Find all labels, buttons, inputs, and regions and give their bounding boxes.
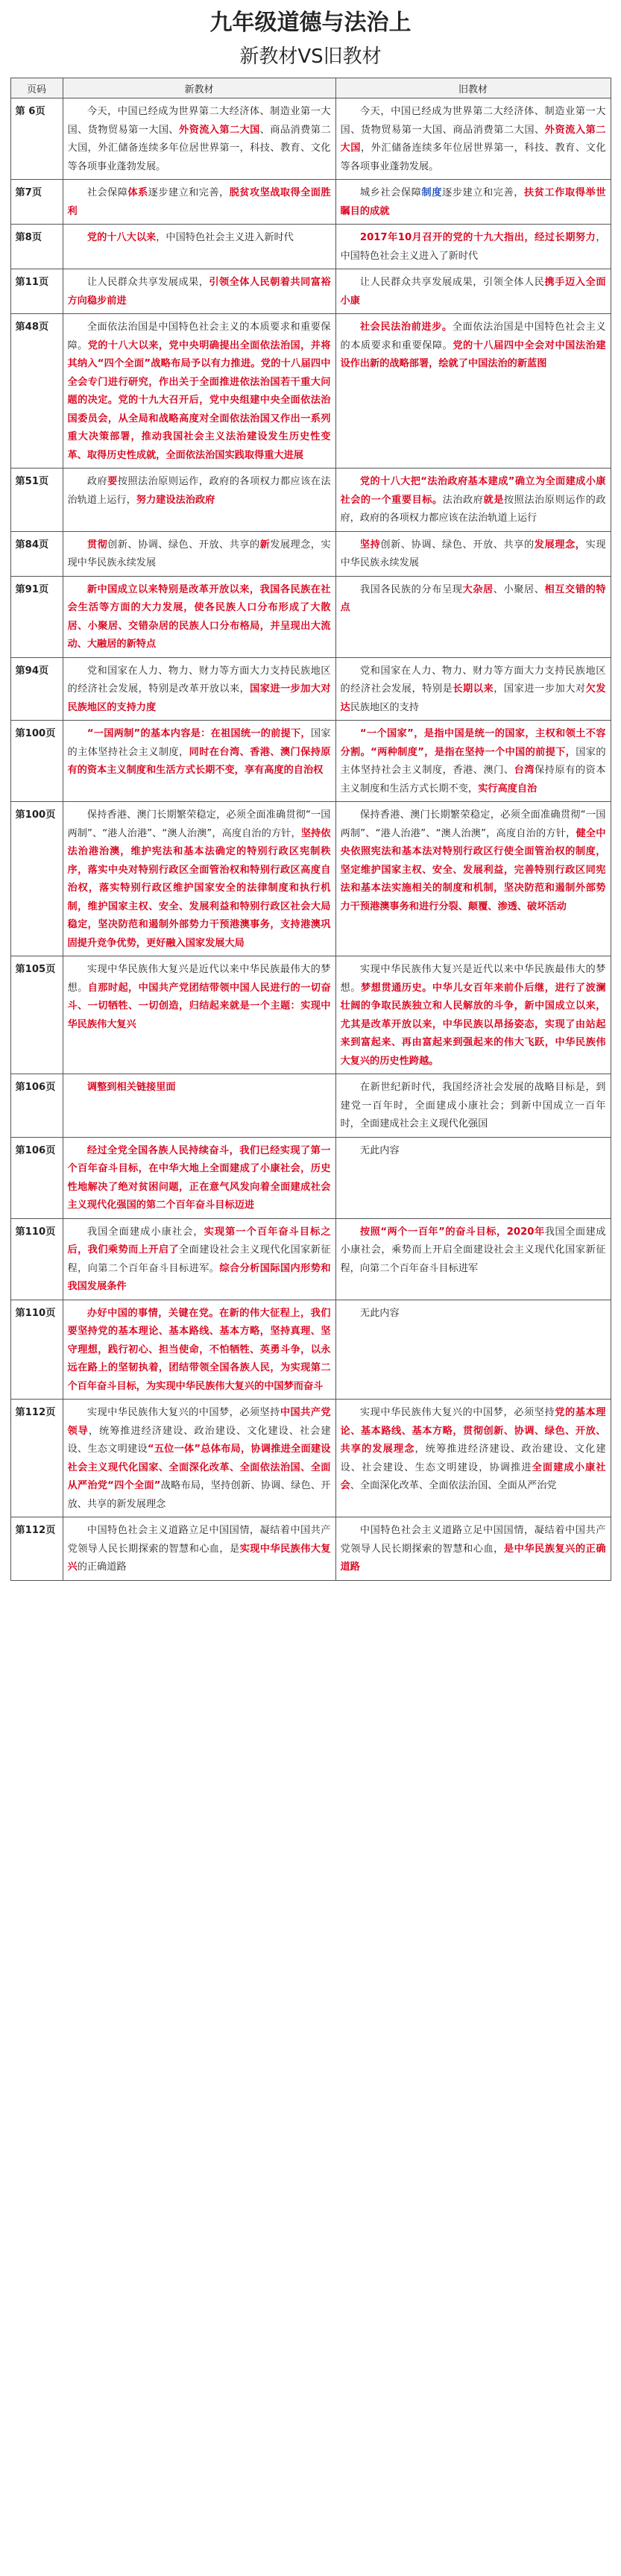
text-segment: 国家的主体坚持社会主义制度，: [67, 728, 331, 758]
new-textbook-cell: [63, 802, 335, 956]
highlighted-text: 贯彻: [86, 539, 108, 551]
text-segment: 今天，中国已经成为世界第二大经济体、制造业第一大国、货物贸易第一大国、: [67, 106, 331, 136]
highlighted-text: 努力建设法治政府: [136, 494, 215, 506]
old-textbook-cell: [335, 531, 611, 576]
highlighted-text: 体系: [127, 187, 148, 198]
old-textbook-cell: [335, 225, 611, 269]
cell-text: [341, 229, 606, 266]
highlighted-text: 新中国成立以来特别是改革开放以来，我国各民族在社会生活等方面的大力发展，使各民族人口分布形成了大散居、小聚居、交错杂居的民族人口分布格局，并呈现出大流动、大融居的新特点: [67, 583, 331, 650]
highlighted-text: 台湾: [514, 765, 535, 776]
highlighted-text: 脱贫攻坚战取得全面胜利: [67, 187, 331, 217]
cell-text: [341, 961, 606, 1071]
old-textbook-cell: [335, 576, 611, 657]
table-row: [10, 531, 611, 576]
old-textbook-cell: [335, 269, 611, 314]
old-textbook-cell: [335, 802, 611, 956]
highlighted-text: 长期以来: [453, 683, 494, 695]
text-segment: 发展理念，实现中华民族永续发展: [67, 539, 331, 568]
new-textbook-cell: [63, 269, 335, 314]
new-textbook-cell: [63, 314, 335, 468]
new-textbook-cell: [63, 721, 335, 802]
table-row: [10, 1517, 611, 1581]
text-segment: 国家的主体坚持社会主义制度，香港、澳门、: [340, 746, 606, 776]
new-textbook-cell: [63, 1218, 335, 1300]
highlighted-text: 实行高度自治: [478, 783, 538, 795]
cell-text: [341, 806, 606, 916]
cell-text: [68, 725, 331, 780]
text-segment: 城乡社会保障: [359, 187, 422, 198]
text-segment: 党和国家在人力、物力、财力等方面大力支持民族地区的经济社会发展，特别是改革开放以来，: [67, 665, 331, 695]
highlighted-text: 坚持依法治港治澳，维护宪法和基本法确定的特别行政区宪制秩序，落实中央对特别行政区全面管治权和特别行政区高度自治权，落实特别行政区维护国家安全的法律制度和执行机制，维护国家主权、安全、发展利益和特别行政区社会大局稳定，坚决防范和遏制外部势力干预港澳事务，支持港澳巩固提升竞争优势，更好融入国家发展大局: [67, 827, 331, 949]
cell-text: [68, 473, 331, 510]
text-segment: 让人民群众共享发展成果，: [86, 277, 209, 288]
page-title: 九年级道德与法治上: [209, 10, 412, 36]
text-segment: ，外汇储备连续多年位居世界第一，科技、教育、文化等各项事业蓬勃发展。: [340, 142, 606, 172]
cell-text: [68, 806, 331, 953]
highlighted-text: 经过全党全国各族人民持续奋斗，我们已经实现了第一个百年奋斗目标，在中华大地上全面建成了小康社会，历史性地解决了绝对贫困问题，正在意气风发向着全面建成社会主义现代化强国的第二个百年奋斗目标迈进: [67, 1144, 331, 1211]
header-new: 新教材: [63, 78, 335, 98]
comparison-table: [10, 78, 611, 1581]
highlighted-text: 坚持: [359, 539, 381, 551]
cell-text: [68, 319, 331, 465]
row-page-number: 第91页: [10, 576, 63, 657]
table-row: [10, 1218, 611, 1300]
text-segment: 全面依法治国是中国特色社会主义的本质要求和重要保障。: [67, 322, 331, 351]
highlighted-text: 携手迈入全面小康: [340, 277, 606, 307]
text-segment: ，中国特色社会主义进入了新时代: [340, 232, 606, 262]
text-segment: 无此内容: [359, 1307, 400, 1319]
old-textbook-cell: [335, 314, 611, 468]
highlighted-text: 党的基本理论、基本路线、基本方略，贯彻创新、协调、绿色、开放、共享的发展理念: [340, 1407, 606, 1455]
highlighted-text: 党的十八大以来，党中央明确提出全面依法治国，并将其纳入“四个全面”战略布局予以有力推进。党的十八届四中全会专门进行研究，作出关于全面推进依法治国若干重大问题的决定。党的十九大召开后，党中央组建中央全面依法治国委员会，从全局和战略高度对全面依法治国又作出一系列重大决策部署，推动我国社会主义法治建设发生历史性变革、取得历史性成就，全面依法治国实践取得重大进展: [67, 339, 331, 461]
cell-text: [341, 184, 606, 221]
cell-text: [68, 274, 331, 310]
text-segment: 创新、协调、绿色、开放、共享的: [107, 539, 260, 551]
highlighted-text: 新: [259, 539, 271, 551]
text-segment: ，国家进一步加大对: [494, 683, 586, 695]
text-segment: 中国特色社会主义道路立足中国国情，凝结着中国共产党领导人民长期探索的智慧和心血，: [340, 1525, 606, 1555]
row-page-number: 第51页: [10, 468, 63, 532]
highlighted-text: 梦想贯通历史。中华儿女百年来前仆后继，进行了波澜壮阔的争取民族独立和人民解放的斗争，新中国成立以来，尤其是改革开放以来，中华民族以昂扬姿态，实现了由站起来到富起来、再由富起来到强起来的伟大飞跃，中华民族伟大复兴的历史性跨越。: [340, 982, 606, 1067]
row-page-number: 第8页: [10, 225, 63, 269]
new-textbook-cell: [63, 180, 335, 225]
cell-text: [341, 1404, 606, 1496]
text-segment: 全面依法治国是中国特色社会主义的本质要求和重要保障。: [340, 322, 606, 351]
cell-text: [68, 581, 331, 654]
old-textbook-cell: [335, 1400, 611, 1517]
highlighted-text: 2017年10月召开的党的十九大指出，经过长期努力: [359, 232, 596, 243]
highlighted-text: “五位一体”总体布局，协调推进全面建设社会主义现代化国家、全面深化改革、全面依法治国、全面从严治党: [67, 1444, 331, 1491]
old-textbook-cell: [335, 956, 611, 1074]
row-page-number: 第84页: [10, 531, 63, 576]
cell-text: [341, 1142, 606, 1161]
highlighted-text: 外资流入第二大国: [179, 124, 260, 136]
highlighted-text: 中国共产党领导: [67, 1407, 331, 1437]
row-page-number: 第100页: [10, 802, 63, 956]
cell-text: [68, 1223, 331, 1297]
row-page-number: 第110页: [10, 1300, 63, 1400]
highlighted-text: 发展理念，: [534, 539, 586, 551]
table-row: [10, 98, 611, 180]
text-segment: 民族地区的支持: [350, 701, 419, 713]
text-segment: 逐步建立和完善，: [441, 187, 525, 198]
highlighted-text: 是中华民族复兴的正确道路: [340, 1543, 606, 1573]
row-page-number: 第106页: [10, 1137, 63, 1218]
table-row: [10, 225, 611, 269]
text-segment: 中国特色社会主义道路立足中国国情，凝结着中国共产党领导人民长期探索的智慧和心血，是: [67, 1525, 331, 1555]
old-textbook-cell: [335, 721, 611, 802]
highlighted-text: “一国两制”的基本内容是：在祖国统一的前提下，: [86, 728, 311, 739]
old-textbook-cell: [335, 1517, 611, 1581]
new-textbook-cell: [63, 1137, 335, 1218]
highlighted-text: 大杂居: [462, 583, 494, 595]
row-page-number: 第94页: [10, 657, 63, 721]
text-segment: 政府: [86, 476, 108, 487]
table-body: [10, 98, 611, 1581]
text-segment: 全面建设社会主义现代化国家新征程，向第二个百年奋斗目标进军。: [67, 1244, 331, 1274]
new-textbook-cell: [63, 1400, 335, 1517]
table-row: [10, 956, 611, 1074]
text-segment: 党和国家在人力、物力、财力等方面大力支持民族地区的经济社会发展，特别是: [340, 665, 606, 695]
text-segment: ，统筹推进经济建设、政治建设、文化建设、社会建设、生态文明建设: [67, 1425, 331, 1455]
page-subtitle: 新教材VS旧教材: [239, 46, 382, 68]
highlighted-text: 党的十八届四中全会对中国法治建设作出新的战略部署，绘就了中国法治的新蓝图: [340, 339, 606, 369]
cell-text: [341, 274, 606, 310]
highlighted-text: 同时在台湾、香港、澳门保持原有的资本主义制度和生活方式长期不变，享有高度的自治权: [67, 746, 331, 776]
old-textbook-cell: [335, 657, 611, 721]
text-segment: 实现中华民族伟大复兴的中国梦，必须坚持: [86, 1407, 280, 1418]
text-segment: 的正确道路: [77, 1561, 127, 1573]
highlighted-text: 按照“两个一百年”的奋斗目标，: [359, 1226, 507, 1238]
cell-text: [68, 1079, 331, 1097]
row-page-number: 第48页: [10, 314, 63, 468]
old-textbook-cell: [335, 1074, 611, 1138]
row-page-number: 第 6页: [10, 98, 63, 180]
highlighted-text: 党的十八大把“法治政府基本建成”确立为全面建成小康社会的一个重要目标。: [340, 476, 606, 506]
text-segment: ，统筹推进经济建设、政治建设、文化建设、社会建设、生态文明建设，协调推进: [340, 1444, 606, 1473]
text-segment: 按照法治原则运作，政府的各项权力都应该在法治轨道上运行，: [67, 476, 331, 506]
highlighted-text: 扶贫工作取得举世瞩目的成就: [340, 187, 606, 217]
highlighted-text: 2020年: [506, 1226, 545, 1238]
text-segment: 、小聚居、: [493, 583, 545, 595]
cell-text: [68, 961, 331, 1034]
highlighted-text: 社会民法治前进步。: [359, 322, 453, 333]
text-segment: 在新世纪新时代，我国经济社会发展的战略目标是，到建党一百年时，全面建成小康社会；到新中国成立一百年时，全面建成社会主义现代化强国: [340, 1082, 606, 1129]
highlighted-text: 调整到相关链接里面: [86, 1082, 176, 1093]
text-segment: 法治政府: [442, 494, 484, 506]
highlighted-text: 国家进一步加大对民族地区的支持力度: [67, 683, 331, 713]
highlighted-text: “四个全面”: [107, 1480, 161, 1491]
highlighted-text: 实现第一个百年奋斗目标之后，我们乘势而上开启了: [67, 1226, 331, 1256]
row-page-number: 第110页: [10, 1218, 63, 1300]
table-row: [10, 269, 611, 314]
cell-text: [68, 229, 331, 248]
highlighted-text: 要: [107, 476, 118, 487]
new-textbook-cell: [63, 98, 335, 180]
cell-text: [341, 103, 606, 176]
header-old: 旧教材: [335, 78, 611, 98]
row-page-number: 第112页: [10, 1517, 63, 1581]
table-row: [10, 314, 611, 468]
row-page-number: 第112页: [10, 1400, 63, 1517]
table-row: [10, 576, 611, 657]
table-header-row: [10, 78, 611, 98]
text-segment: 逐步建立和完善，: [148, 187, 230, 198]
cell-text: [68, 1142, 331, 1215]
highlighted-text: 党的十八大以来: [86, 232, 157, 243]
text-segment: 我国全面建成小康社会，乘势而上开启全面建设社会主义现代化国家新征程，向第二个百年奋斗目标进军: [340, 1226, 606, 1274]
text-segment: 按照法治原则运作的政府，政府的各项权力都应该在法治轨道上运行: [340, 494, 606, 524]
text-segment: 社会保障: [86, 187, 128, 198]
row-page-number: 第100页: [10, 721, 63, 802]
row-page-number: 第11页: [10, 269, 63, 314]
text-segment: 保持原有的资本主义制度和生活方式长期不变，: [340, 765, 606, 795]
text-segment: 实现中华民族伟大复兴是近代以来中华民族最伟大的梦想。: [67, 964, 331, 994]
cell-text: [68, 1404, 331, 1514]
row-page-number: 第105页: [10, 956, 63, 1074]
new-textbook-cell: [63, 468, 335, 532]
new-textbook-cell: [63, 956, 335, 1074]
new-textbook-cell: [63, 657, 335, 721]
table-row: [10, 802, 611, 956]
row-page-number: 第106页: [10, 1074, 63, 1138]
text-segment: 保持香港、澳门长期繁荣稳定，必须全面准确贯彻“一国两制”、“港人治港”、“澳人治澳”，高度自治的方针，: [67, 809, 331, 839]
cell-text: [341, 662, 606, 718]
cell-text: [341, 725, 606, 798]
table-row: [10, 1137, 611, 1218]
cell-text: [341, 473, 606, 528]
cell-text: [341, 319, 606, 374]
table-row: [10, 1074, 611, 1138]
cell-text: [341, 1223, 606, 1279]
table-row: [10, 721, 611, 802]
cell-text: [341, 1305, 606, 1323]
table-row: [10, 468, 611, 532]
highlighted-text: 自那时起，中国共产党团结带领中国人民进行的一切奋斗、一切牺牲、一切创造，归结起来就是一个主题：实现中华民族伟大复兴: [67, 982, 331, 1030]
text-segment: 无此内容: [359, 1144, 400, 1156]
row-page-number: 第7页: [10, 180, 63, 225]
text-segment: 、全面深化改革、全面依法治国、全面从严治党: [350, 1480, 557, 1491]
new-textbook-cell: [63, 576, 335, 657]
old-textbook-cell: [335, 1218, 611, 1300]
table-row: [10, 180, 611, 225]
table-row: [10, 1300, 611, 1400]
highlighted-text: 健全中央依照宪法和基本法对特别行政区行使全面管治权的制度，坚定维护国家主权、安全、发展利益，完善特别行政区同宪法和基本法实施相关的制度和机制，坚决防范和遏制外部势力干预港澳事务和进行分裂、颠覆、渗透、破坏活动: [340, 827, 606, 912]
header-page: 页码: [10, 78, 63, 98]
cell-text: [68, 1522, 331, 1577]
table-row: [10, 657, 611, 721]
highlighted-text: 相互交错的特点: [340, 583, 606, 613]
new-textbook-cell: [63, 1517, 335, 1581]
cell-text: [341, 1079, 606, 1134]
text-segment: 战略布局，坚持创新、协调、绿色、开放、共享的新发展理念: [67, 1480, 331, 1510]
cell-text: [68, 662, 331, 718]
old-textbook-cell: [335, 180, 611, 225]
cell-text: [341, 581, 606, 618]
cell-text: [68, 184, 331, 221]
old-textbook-cell: [335, 1137, 611, 1218]
highlighted-text: 全面建成小康社会: [340, 1461, 606, 1491]
highlighted-text: 引领全体人民朝着共同富裕方向稳步前进: [67, 277, 331, 307]
highlighted-text: 综合分析国际国内形势和我国发展条件: [67, 1262, 331, 1292]
text-segment: ，中国特色社会主义进入新时代: [156, 232, 294, 243]
old-textbook-cell: [335, 98, 611, 180]
cell-text: [68, 1305, 331, 1397]
text-segment: 实现中华民族伟大复兴是近代以来中华民族最伟大的梦想。: [340, 964, 606, 994]
highlighted-text: 外资流入第二大国: [340, 124, 606, 154]
old-textbook-cell: [335, 468, 611, 532]
new-textbook-cell: [63, 225, 335, 269]
old-textbook-cell: [335, 1300, 611, 1400]
text-segment: 今天，中国已经成为世界第二大经济体、制造业第一大国、货物贸易第一大国、商品消费第二大国、: [340, 106, 606, 136]
text-segment: 我国全面建成小康社会，: [86, 1226, 204, 1238]
text-segment: 实现中华民族伟大复兴的中国梦，必须坚持: [359, 1407, 555, 1418]
cell-text: [68, 536, 331, 573]
cell-text: [68, 103, 331, 176]
text-segment: 创新、协调、绿色、开放、共享的: [380, 539, 535, 551]
new-textbook-cell: [63, 1300, 335, 1400]
cell-text: [341, 536, 606, 573]
cell-text: [341, 1522, 606, 1577]
highlighted-text: 欠发达: [340, 683, 606, 713]
table-row: [10, 1400, 611, 1517]
highlighted-text: “一个国家”，是指中国是统一的国家，主权和领土不容分割。“两种制度”，是指在坚持一个中国的前提下，: [340, 728, 606, 758]
new-textbook-cell: [63, 1074, 335, 1138]
text-segment: 让人民群众共享发展成果，引领全体人民: [359, 277, 545, 288]
highlighted-text: 就是: [483, 494, 504, 506]
highlighted-text: 实现中华民族伟大复兴: [67, 1543, 331, 1573]
new-textbook-cell: [63, 531, 335, 576]
text-segment: 我国各民族的分布呈现: [359, 583, 463, 595]
highlighted-text: 办好中国的事情，关键在党。在新的伟大征程上，我们要坚持党的基本理论、基本路线、基本方略，坚持真理、坚守理想，践行初心、担当使命，不怕牺牲、英勇斗争，以永远在路上的坚韧执着，团结带领全国各族人民，为实现第二个百年奋斗目标，为实现中华民族伟大复兴的中国梦而奋斗: [67, 1307, 331, 1392]
text-segment: 保持香港、澳门长期繁荣稳定，必须全面准确贯彻“一国两制”、“港人治港”、“澳人治澳”，高度自治的方针，: [340, 809, 606, 839]
text-segment: 实现中华民族永续发展: [340, 539, 606, 568]
highlighted-text: 制度: [421, 187, 442, 198]
text-segment: 、商品消费第二大国，外汇储备连续多年位居世界第一，科技、教育、文化等各项事业蓬勃发展。: [67, 124, 331, 172]
